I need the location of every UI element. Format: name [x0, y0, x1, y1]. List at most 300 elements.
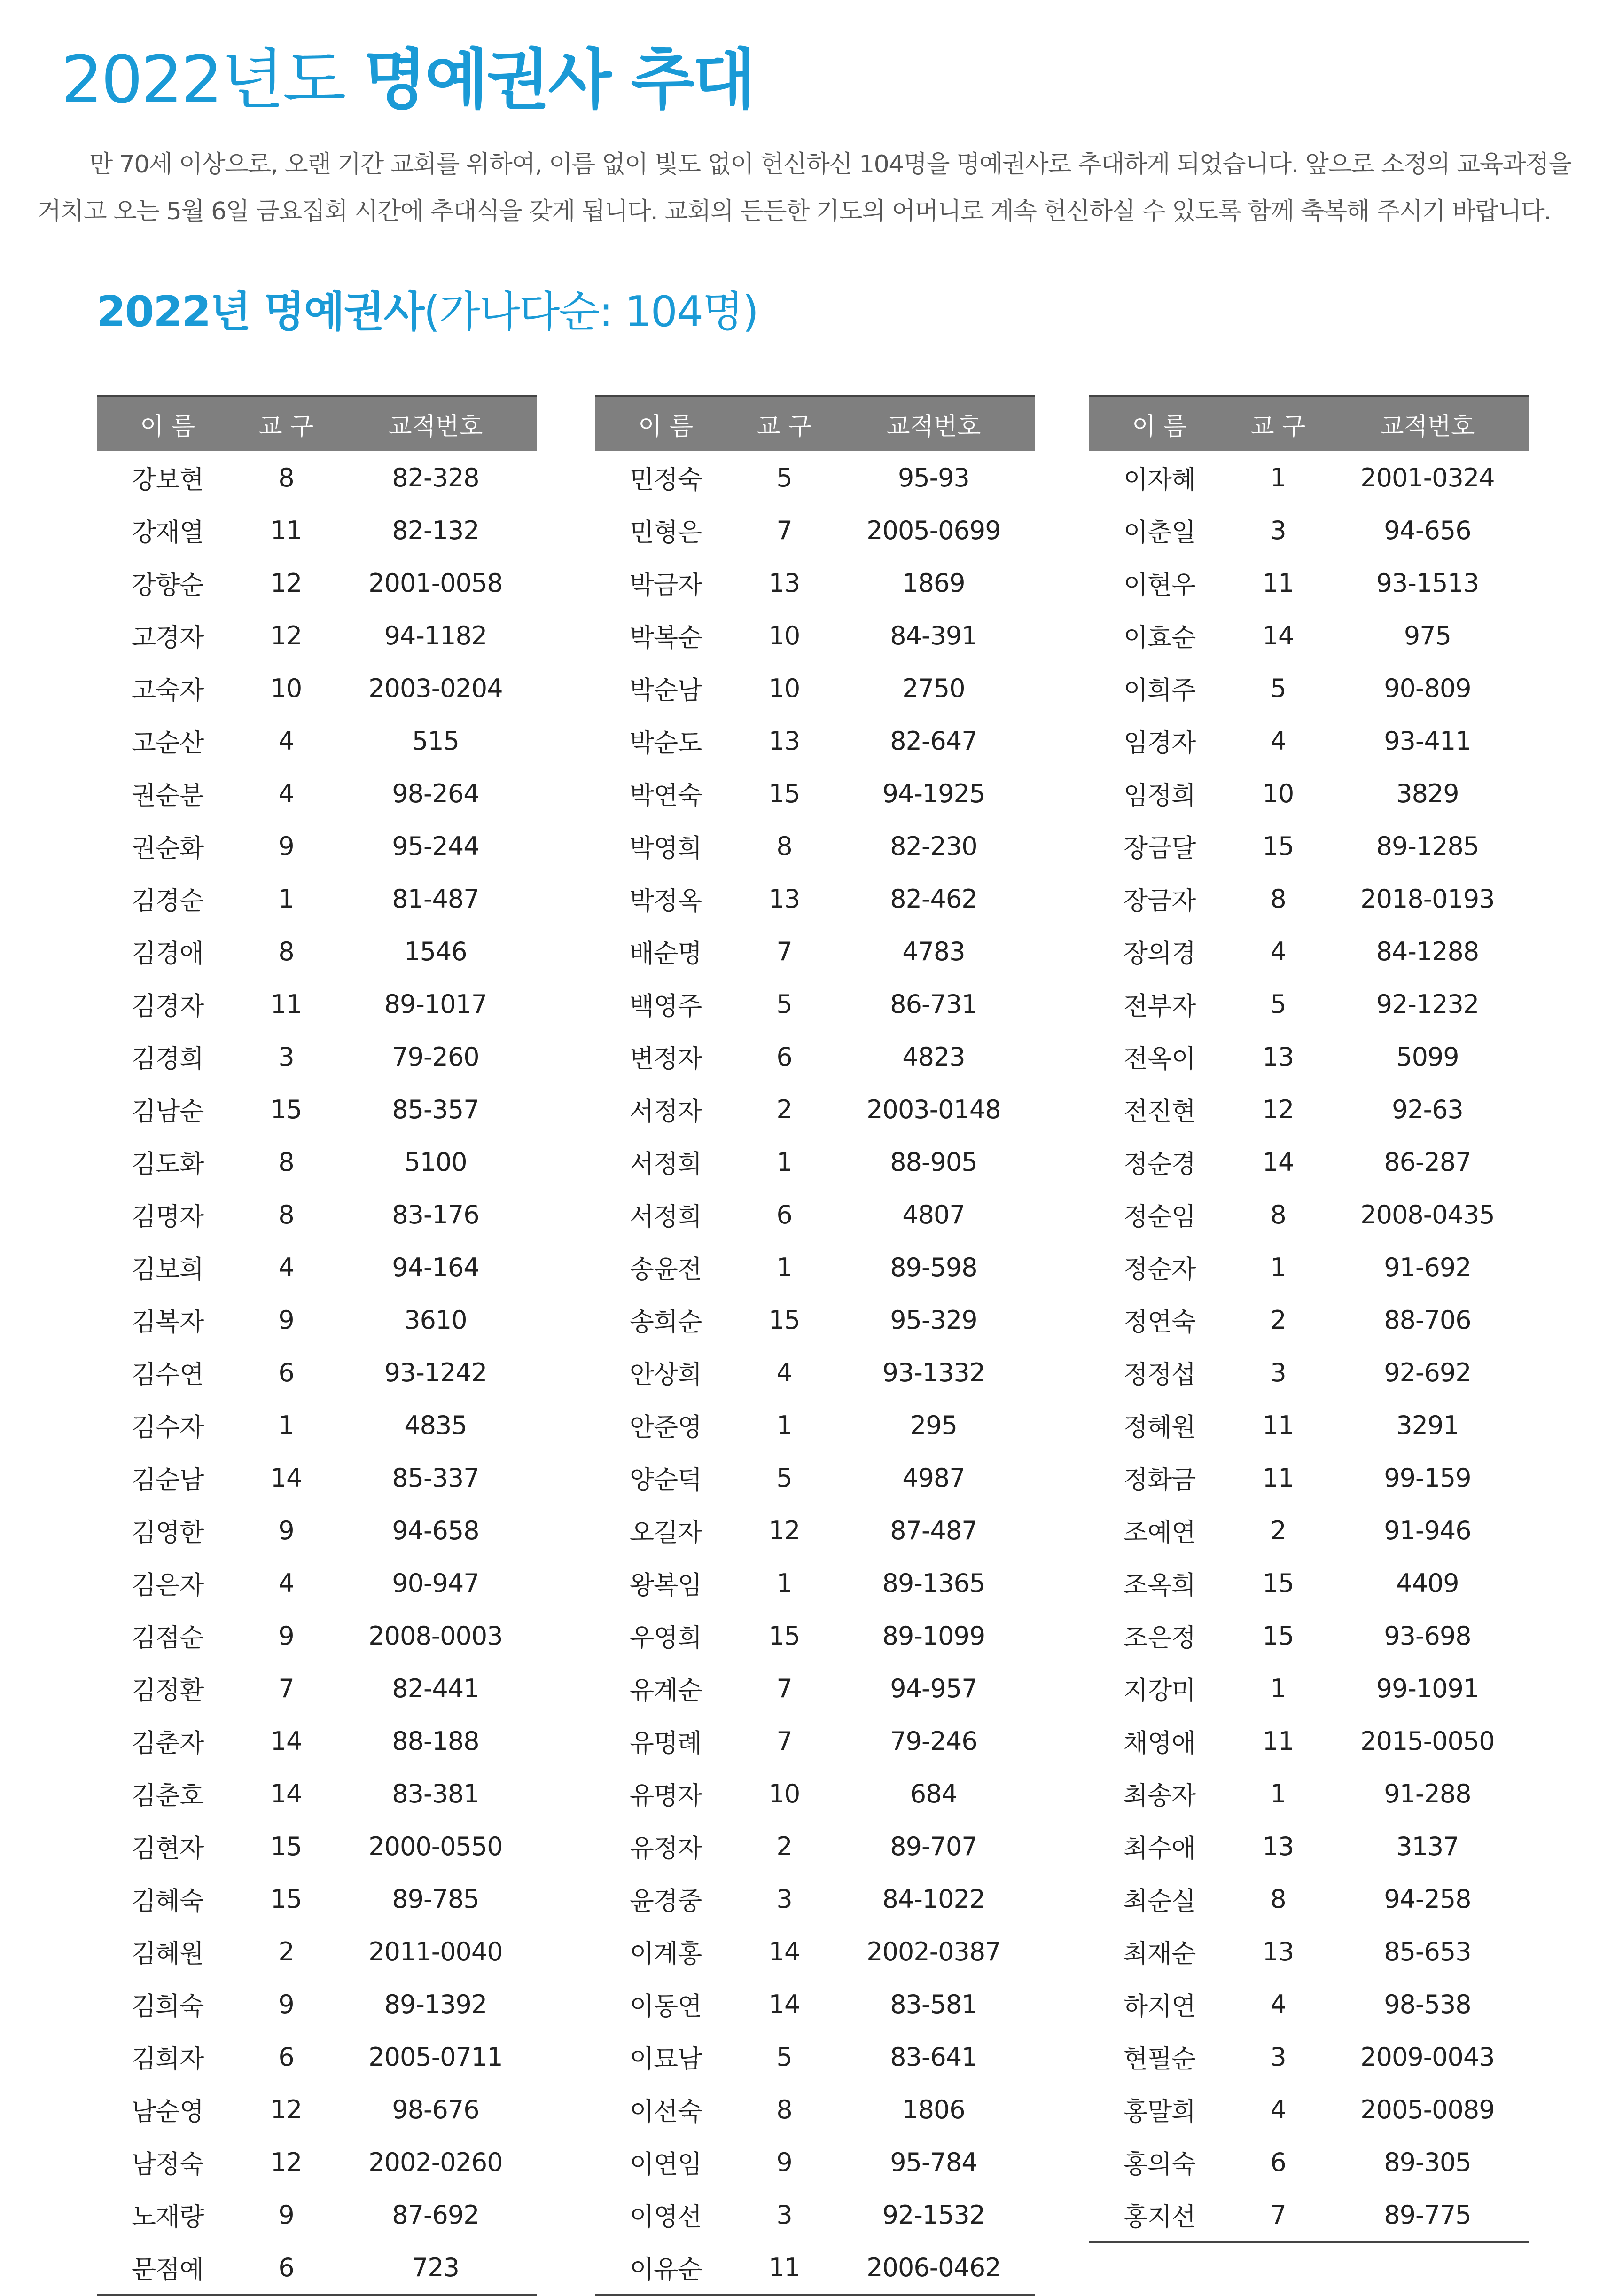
cell-member-number: 89-1285 — [1376, 831, 1479, 861]
cell-district: 2 — [1270, 1515, 1286, 1545]
cell-name: 고순산 — [131, 728, 204, 758]
cell-name: 최순실 — [1123, 1886, 1196, 1916]
table-row — [97, 1715, 537, 1767]
cell-name: 이선숙 — [629, 2096, 702, 2126]
table-row — [97, 2136, 537, 2188]
cell-member-number: 5099 — [1396, 1042, 1459, 1072]
cell-member-number: 515 — [412, 726, 459, 756]
cell-member-number: 2005-0699 — [866, 515, 1001, 545]
cell-district: 5 — [1270, 673, 1286, 703]
table-row — [97, 1030, 537, 1083]
cell-district: 11 — [270, 515, 302, 545]
cell-name: 정화금 — [1123, 1465, 1196, 1495]
cell-district: 1 — [1270, 462, 1286, 493]
table-row — [595, 1820, 1035, 1873]
cell-member-number: 3610 — [404, 1305, 467, 1335]
table-row — [595, 1346, 1035, 1399]
table-row — [97, 925, 537, 978]
cell-district: 12 — [270, 2147, 302, 2177]
table-row — [595, 1609, 1035, 1662]
cell-member-number: 4807 — [902, 1199, 965, 1230]
cell-member-number: 84-391 — [890, 620, 977, 650]
cell-district: 8 — [1270, 1199, 1286, 1230]
cell-member-number: 1546 — [404, 936, 467, 966]
cell-member-number: 99-159 — [1384, 1463, 1471, 1493]
table-row — [97, 1767, 537, 1820]
cell-name: 김도화 — [131, 1149, 204, 1179]
table-body — [97, 451, 537, 2295]
cell-member-number: 975 — [1404, 620, 1451, 650]
cell-member-number: 98-676 — [392, 2094, 479, 2124]
cell-member-number: 89-1017 — [384, 989, 487, 1019]
table-row — [97, 1188, 537, 1241]
cell-district: 8 — [776, 831, 792, 861]
cell-name: 최수애 — [1123, 1833, 1196, 1863]
cell-name: 박순남 — [629, 675, 702, 705]
table-row — [1089, 1451, 1529, 1504]
cell-name: 정순경 — [1123, 1149, 1196, 1179]
cell-member-number: 84-1022 — [882, 1884, 985, 1914]
cell-name: 김경자 — [131, 991, 204, 1021]
cell-district: 6 — [1270, 2147, 1286, 2177]
cell-name: 최송자 — [1123, 1780, 1196, 1810]
cell-district: 13 — [1262, 1042, 1294, 1072]
table-row — [1089, 2030, 1529, 2083]
table-row — [1089, 1083, 1529, 1136]
cell-district: 8 — [1270, 884, 1286, 914]
table-row — [97, 1504, 537, 1557]
cell-member-number: 4835 — [404, 1410, 467, 1440]
cell-member-number: 2005-0711 — [368, 2042, 503, 2072]
cell-name: 김경희 — [131, 1043, 204, 1074]
title-year: 2022년도 — [61, 42, 344, 118]
cell-member-number: 87-487 — [890, 1515, 977, 1545]
header-name: 이 름 — [97, 396, 238, 452]
cell-member-number: 92-1532 — [882, 2200, 985, 2230]
cell-name: 정순자 — [1123, 1254, 1196, 1284]
cell-district: 9 — [278, 1515, 294, 1545]
cell-name: 조예연 — [1123, 1517, 1196, 1547]
cell-name: 우영희 — [629, 1622, 702, 1653]
cell-member-number: 82-132 — [392, 515, 479, 545]
cell-name: 남정숙 — [131, 2149, 204, 2179]
table-row — [1089, 1241, 1529, 1293]
cell-district: 15 — [768, 1621, 800, 1651]
cell-name: 전부자 — [1123, 991, 1196, 1021]
cell-name: 고경자 — [131, 622, 204, 652]
cell-district: 14 — [768, 1936, 800, 1967]
cell-member-number: 82-230 — [890, 831, 977, 861]
cell-name: 이현우 — [1123, 570, 1196, 600]
cell-member-number: 89-707 — [890, 1831, 977, 1861]
cell-district: 7 — [1230, 2188, 1326, 2242]
cell-district: 15 — [270, 1094, 302, 1124]
cell-member-number: 93-1513 — [1376, 568, 1479, 598]
cell-name: 유정자 — [629, 1833, 702, 1863]
cell-name: 김남순 — [131, 1096, 204, 1126]
list-title-main: 2022년 명예권사 — [96, 287, 424, 337]
cell-name: 이자혜 — [1123, 464, 1196, 494]
cell-name: 김희숙 — [131, 1991, 204, 2021]
cell-district: 5 — [776, 462, 792, 493]
cell-name: 왕복임 — [629, 1570, 702, 1600]
cell-member-number: 1806 — [902, 2094, 965, 2124]
table-row — [595, 1925, 1035, 1978]
cell-name: 김경순 — [131, 885, 204, 916]
table-row — [1089, 1873, 1529, 1925]
cell-member-number: 2006-0462 — [833, 2241, 1035, 2295]
table-row — [97, 451, 537, 504]
cell-member-number: 86-731 — [890, 989, 977, 1019]
cell-name: 남순영 — [131, 2096, 204, 2126]
table-row — [595, 767, 1035, 820]
cell-name: 김수자 — [131, 1412, 204, 1442]
cell-member-number: 684 — [910, 1779, 957, 1809]
cell-district: 6 — [278, 2042, 294, 2072]
cell-name: 김점순 — [131, 1622, 204, 1653]
table-row — [595, 2241, 1035, 2295]
cell-member-number: 89-775 — [1326, 2188, 1529, 2242]
cell-member-number: 92-1232 — [1376, 989, 1479, 1019]
table-row — [97, 1346, 537, 1399]
cell-member-number: 1869 — [902, 568, 965, 598]
cell-district: 9 — [278, 1621, 294, 1651]
cell-member-number: 88-188 — [392, 1726, 479, 1756]
cell-name: 김보희 — [131, 1254, 204, 1284]
table-row — [595, 1293, 1035, 1346]
cell-district: 1 — [776, 1568, 792, 1598]
cell-member-number: 89-305 — [1384, 2147, 1471, 2177]
cell-district: 10 — [270, 673, 302, 703]
cell-member-number: 5100 — [404, 1147, 467, 1177]
table-row — [595, 2188, 1035, 2241]
table-row — [595, 1662, 1035, 1715]
cell-district: 3 — [776, 2200, 792, 2230]
cell-member-number: 99-1091 — [1376, 1673, 1479, 1703]
cell-member-number: 86-287 — [1384, 1147, 1471, 1177]
cell-name: 현필순 — [1123, 2044, 1196, 2074]
cell-member-number: 2003-0204 — [368, 673, 503, 703]
cell-member-number: 3829 — [1396, 778, 1459, 808]
cell-district: 14 — [270, 1463, 302, 1493]
cell-district: 7 — [278, 1673, 294, 1703]
cell-name: 강향순 — [131, 570, 204, 600]
header-member-number: 교적번호 — [335, 396, 537, 452]
cell-district: 4 — [278, 726, 294, 756]
cell-district: 4 — [278, 778, 294, 808]
cell-member-number: 2009-0043 — [1360, 2042, 1495, 2072]
cell-name: 이춘일 — [1123, 517, 1196, 547]
cell-name: 홍말희 — [1123, 2096, 1196, 2126]
table-row — [1089, 1188, 1529, 1241]
cell-name: 김희자 — [131, 2044, 204, 2074]
cell-member-number: 81-487 — [392, 884, 479, 914]
cell-member-number: 85-337 — [392, 1463, 479, 1493]
cell-name: 조옥희 — [1123, 1570, 1196, 1600]
cell-name: 최재순 — [1123, 1938, 1196, 1968]
table-row — [1089, 1978, 1529, 2030]
cell-district: 11 — [1262, 1410, 1294, 1440]
table-row — [97, 1083, 537, 1136]
cell-district: 3 — [1270, 2042, 1286, 2072]
table-row — [595, 872, 1035, 925]
cell-district: 4 — [1270, 936, 1286, 966]
table-row — [97, 1293, 537, 1346]
cell-district: 1 — [776, 1252, 792, 1282]
table-row — [97, 2241, 537, 2295]
cell-name: 윤경중 — [629, 1886, 702, 1916]
header-district: 교 구 — [1230, 396, 1326, 452]
cell-name: 정연숙 — [1123, 1307, 1196, 1337]
cell-district: 12 — [270, 568, 302, 598]
cell-name: 유계순 — [629, 1675, 702, 1705]
table-row — [1089, 872, 1529, 925]
list-title — [96, 287, 758, 337]
cell-member-number: 95-784 — [890, 2147, 977, 2177]
cell-member-number: 89-785 — [392, 1884, 479, 1914]
table-row — [97, 1136, 537, 1188]
table-row — [97, 1399, 537, 1451]
table-row — [595, 2136, 1035, 2188]
table-row — [97, 1241, 537, 1293]
table-row — [1089, 2083, 1529, 2136]
cell-district: 3 — [1270, 515, 1286, 545]
cell-member-number: 2008-0003 — [368, 1621, 503, 1651]
cell-district: 7 — [776, 1726, 792, 1756]
cell-member-number: 94-957 — [890, 1673, 977, 1703]
header-member-number: 교적번호 — [833, 396, 1035, 452]
cell-member-number: 79-260 — [392, 1042, 479, 1072]
cell-name: 장금달 — [1123, 833, 1196, 863]
cell-name: 하지연 — [1123, 1991, 1196, 2021]
table-row — [97, 872, 537, 925]
header-member-number: 교적번호 — [1326, 396, 1529, 452]
cell-member-number: 2005-0089 — [1360, 2094, 1495, 2124]
table-row — [97, 2188, 537, 2241]
cell-name: 이희주 — [1123, 675, 1196, 705]
table-row — [1089, 609, 1529, 662]
cell-name: 김혜숙 — [131, 1886, 204, 1916]
cell-member-number: 4823 — [902, 1042, 965, 1072]
table-row — [1089, 2188, 1529, 2242]
cell-district: 12 — [1262, 1094, 1294, 1124]
cell-district: 5 — [1270, 989, 1286, 1019]
table-row — [97, 1662, 537, 1715]
cell-district: 6 — [776, 1199, 792, 1230]
table-row — [97, 1873, 537, 1925]
cell-member-number: 91-946 — [1384, 1515, 1471, 1545]
table-row — [1089, 1767, 1529, 1820]
cell-district: 5 — [776, 989, 792, 1019]
cell-district: 11 — [270, 989, 302, 1019]
cell-district: 13 — [768, 568, 800, 598]
cell-name: 김춘호 — [131, 1780, 204, 1810]
table-row — [1089, 1504, 1529, 1557]
table-row — [1089, 1662, 1529, 1715]
cell-district: 9 — [776, 2147, 792, 2177]
table-row — [1089, 1715, 1529, 1767]
name-table-1 — [97, 395, 537, 2296]
cell-name: 김복자 — [131, 1307, 204, 1337]
cell-member-number: 83-381 — [392, 1779, 479, 1809]
cell-member-number: 94-656 — [1384, 515, 1471, 545]
table-row — [595, 978, 1035, 1030]
cell-member-number: 89-598 — [890, 1252, 977, 1282]
cell-district: 6 — [238, 2241, 335, 2295]
cell-name: 채영애 — [1123, 1728, 1196, 1758]
cell-member-number: 2011-0040 — [368, 1936, 503, 1967]
cell-member-number: 94-1925 — [882, 778, 985, 808]
cell-name: 조은정 — [1123, 1622, 1196, 1653]
table-row — [1089, 556, 1529, 609]
table-row — [97, 1978, 537, 2030]
cell-district: 10 — [768, 1779, 800, 1809]
cell-name: 박연숙 — [629, 780, 702, 810]
cell-name: 지강미 — [1123, 1675, 1196, 1705]
table-row — [595, 714, 1035, 767]
cell-member-number: 85-653 — [1384, 1936, 1471, 1967]
cell-district: 4 — [1270, 1989, 1286, 2019]
cell-member-number: 723 — [335, 2241, 537, 2295]
cell-district: 7 — [776, 936, 792, 966]
cell-district: 11 — [1262, 1463, 1294, 1493]
table-row — [1089, 925, 1529, 978]
cell-member-number: 4409 — [1396, 1568, 1459, 1598]
header-district: 교 구 — [238, 396, 335, 452]
cell-name: 김춘자 — [131, 1728, 204, 1758]
cell-name: 강보현 — [131, 464, 204, 494]
cell-name: 임경자 — [1123, 728, 1196, 758]
intro-paragraph: 만 70세 이상으로, 오랜 기간 교회를 위하여, 이름 없이 빛도 없이 헌신하신 104명을 명예권사로 추대하게 되었습니다. 앞으로 소정의 교육과정을 거치고 오는 5월 6일 금요집회 시간에 추대식을 갖게 됩니다. 교회의 든든한 기도의 어머니로 계속 헌신하실 수 있도록 함께 축복해 주시기 바랍니다. — [38, 150, 1571, 226]
cell-name: 서정희 — [629, 1201, 702, 1231]
cell-district: 6 — [278, 1357, 294, 1387]
table-row — [595, 1188, 1035, 1241]
cell-name: 서정자 — [629, 1096, 702, 1126]
cell-member-number: 4987 — [902, 1463, 965, 1493]
name-table-2 — [595, 395, 1035, 2296]
cell-district: 4 — [278, 1252, 294, 1282]
cell-member-number: 2000-0550 — [368, 1831, 503, 1861]
cell-member-number: 2018-0193 — [1360, 884, 1495, 914]
cell-district: 3 — [278, 1042, 294, 1072]
cell-member-number: 94-658 — [392, 1515, 479, 1545]
cell-district: 11 — [736, 2241, 833, 2295]
cell-member-number: 79-246 — [890, 1726, 977, 1756]
cell-district: 6 — [776, 1042, 792, 1072]
table-body — [1089, 451, 1529, 2242]
cell-district: 8 — [776, 2094, 792, 2124]
table-row — [595, 1241, 1035, 1293]
cell-district: 12 — [768, 1515, 800, 1545]
cell-member-number: 83-176 — [392, 1199, 479, 1230]
cell-name: 배순명 — [629, 938, 702, 968]
cell-district: 14 — [270, 1779, 302, 1809]
cell-district: 1 — [776, 1147, 792, 1177]
cell-member-number: 2002-0387 — [866, 1936, 1001, 1967]
header-name: 이 름 — [595, 396, 736, 452]
cell-name: 전옥이 — [1123, 1043, 1196, 1074]
cell-district: 1 — [1270, 1673, 1286, 1703]
cell-district: 13 — [1262, 1936, 1294, 1967]
cell-district: 9 — [278, 1989, 294, 2019]
cell-district: 11 — [1262, 1726, 1294, 1756]
cell-member-number: 83-641 — [890, 2042, 977, 2072]
table-row — [595, 1557, 1035, 1609]
cell-name: 유명례 — [629, 1728, 702, 1758]
table-row — [595, 1030, 1035, 1083]
cell-member-number: 89-1392 — [384, 1989, 487, 2019]
cell-member-number: 2750 — [902, 673, 965, 703]
cell-district: 15 — [768, 778, 800, 808]
cell-name: 문점예 — [97, 2241, 238, 2295]
cell-member-number: 3291 — [1396, 1410, 1459, 1440]
table-row — [595, 2083, 1035, 2136]
table-row — [595, 1399, 1035, 1451]
cell-member-number: 83-581 — [890, 1989, 977, 2019]
table-row — [595, 925, 1035, 978]
name-table-3 — [1089, 395, 1529, 2243]
cell-member-number: 3137 — [1396, 1831, 1459, 1861]
cell-name: 서정희 — [629, 1149, 702, 1179]
cell-district: 8 — [278, 462, 294, 493]
cell-member-number: 95-93 — [897, 462, 969, 493]
table-row — [97, 1557, 537, 1609]
cell-name: 김정환 — [131, 1675, 204, 1705]
cell-member-number: 93-411 — [1384, 726, 1471, 756]
cell-district: 4 — [278, 1568, 294, 1598]
table-row — [1089, 1030, 1529, 1083]
cell-district: 8 — [278, 1147, 294, 1177]
table-body — [595, 451, 1035, 2295]
table-header-row — [97, 396, 537, 452]
cell-name: 정순임 — [1123, 1201, 1196, 1231]
cell-member-number: 2003-0148 — [866, 1094, 1001, 1124]
cell-name: 이영선 — [629, 2202, 702, 2232]
cell-member-number: 2002-0260 — [368, 2147, 503, 2177]
cell-name: 홍의숙 — [1123, 2149, 1196, 2179]
cell-district: 8 — [1270, 1884, 1286, 1914]
cell-member-number: 85-357 — [392, 1094, 479, 1124]
table-row — [1089, 714, 1529, 767]
table-row — [1089, 1346, 1529, 1399]
header-district: 교 구 — [736, 396, 833, 452]
cell-member-number: 82-328 — [392, 462, 479, 493]
cell-district: 14 — [768, 1989, 800, 2019]
cell-district: 14 — [1262, 620, 1294, 650]
cell-district: 15 — [768, 1305, 800, 1335]
cell-name: 김수연 — [131, 1359, 204, 1389]
table-row — [97, 2083, 537, 2136]
table-row — [595, 451, 1035, 504]
cell-member-number: 92-692 — [1384, 1357, 1471, 1387]
table-row — [1089, 1399, 1529, 1451]
title-main: 명예권사 추대 — [363, 42, 754, 118]
cell-name: 김순남 — [131, 1465, 204, 1495]
cell-member-number: 82-441 — [392, 1673, 479, 1703]
page-title — [61, 42, 754, 118]
list-title-note: (가나다순: 104명) — [423, 287, 758, 337]
cell-member-number: 95-329 — [890, 1305, 977, 1335]
cell-district: 10 — [768, 673, 800, 703]
table-row — [595, 1083, 1035, 1136]
cell-district: 1 — [1270, 1779, 1286, 1809]
cell-member-number: 98-264 — [392, 778, 479, 808]
table-row — [1089, 820, 1529, 872]
cell-member-number: 91-288 — [1384, 1779, 1471, 1809]
cell-name: 이계홍 — [629, 1938, 702, 1968]
table-row — [97, 714, 537, 767]
cell-district: 13 — [768, 884, 800, 914]
